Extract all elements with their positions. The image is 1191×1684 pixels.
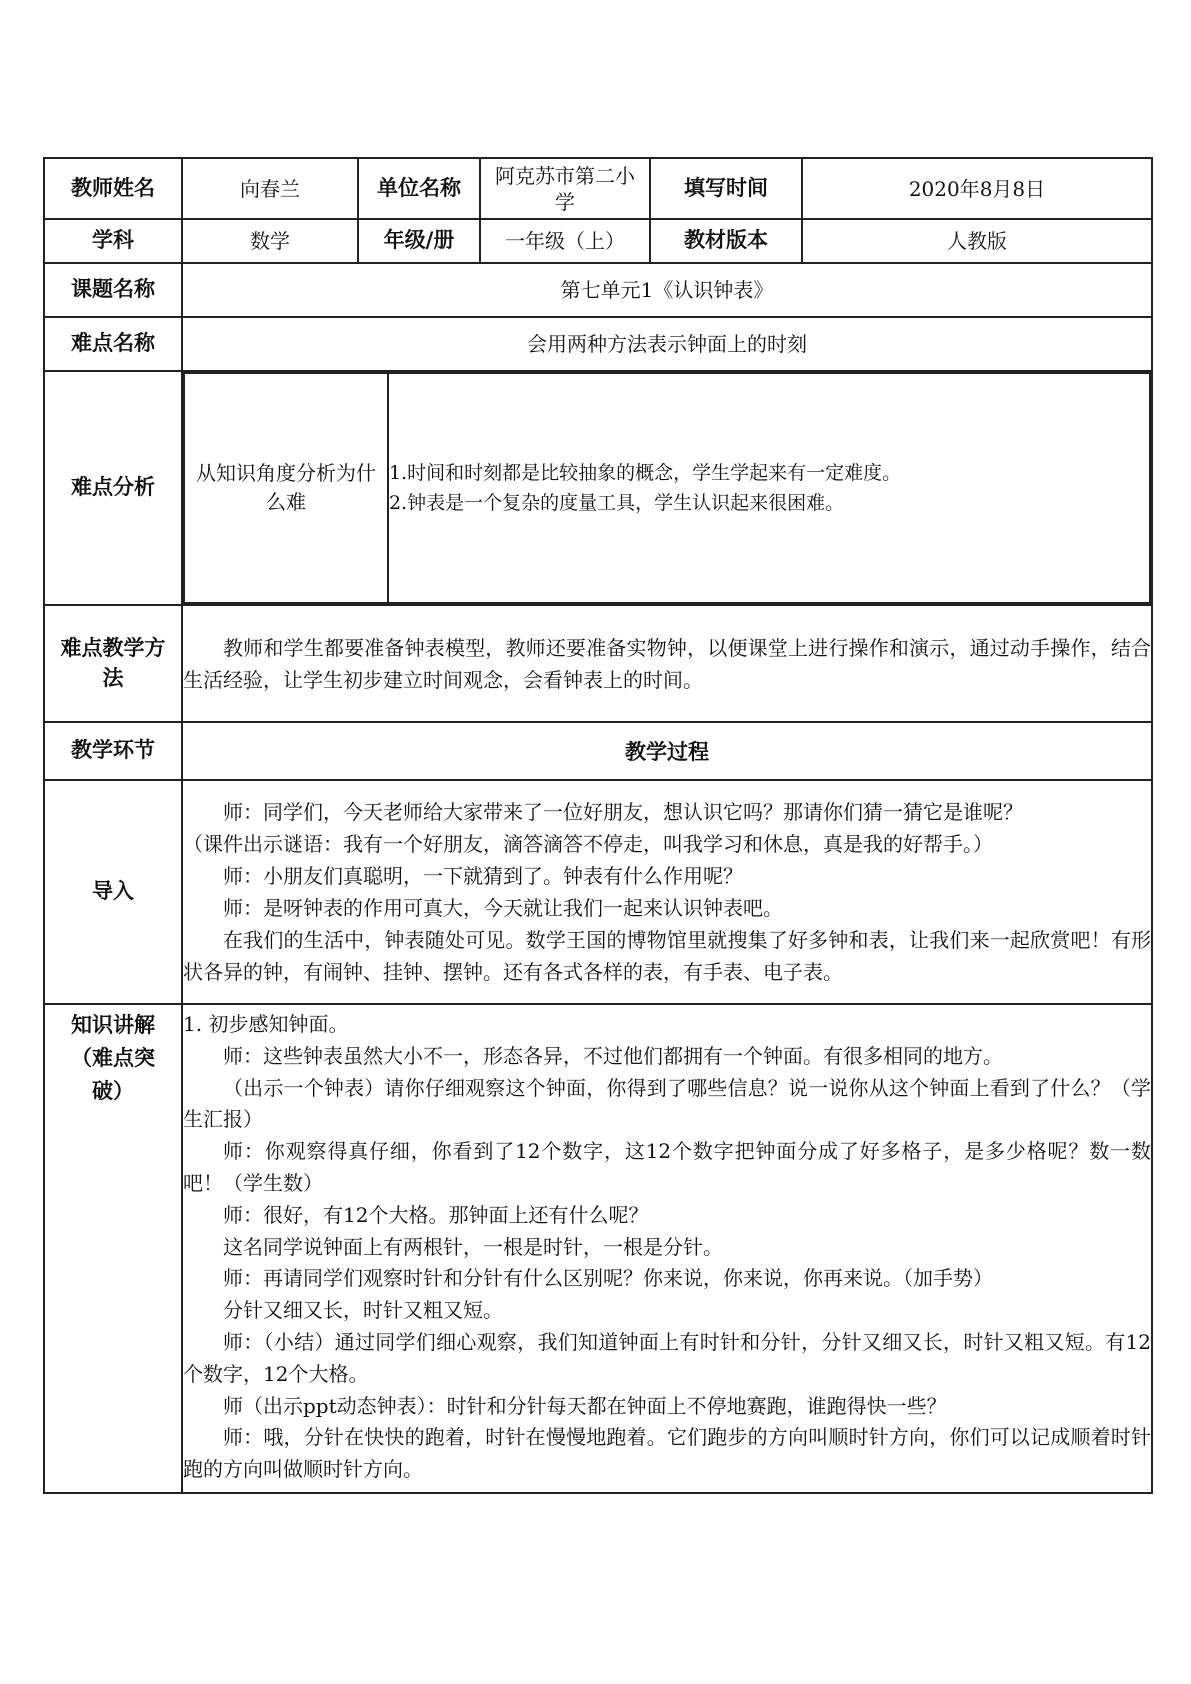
analysis-point: 1.时间和时刻都是比较抽象的概念，学生学起来有一定难度。 (389, 462, 902, 484)
topic-row (44, 263, 1152, 317)
fill-date-value: 2020年8月8日 (802, 158, 1152, 219)
analysis-sub-label: 从知识角度分析为什么难 (184, 373, 388, 603)
analysis-label: 难点分析 (44, 371, 182, 605)
intro-paragraph: （课件出示谜语：我有一个好朋友，滴答滴答不停走，叫我学习和休息，真是我的好帮手。） (183, 832, 993, 856)
knowledge-label: 知识讲解（难点突破） (44, 1004, 182, 1493)
method-row (44, 605, 1152, 722)
teacher-name-value: 向春兰 (182, 158, 358, 219)
knowledge-paragraph: 师：这些钟表虽然大小不一，形态各异，不过他们都拥有一个钟面。有很多相同的地方。 (223, 1043, 1003, 1068)
knowledge-paragraph: 1. 初步感知钟面。 (183, 1012, 349, 1036)
subject-value: 数学 (182, 219, 358, 263)
lesson-plan-table (43, 157, 1153, 1494)
edition-label: 教材版本 (650, 219, 802, 263)
analysis-points (388, 373, 1150, 603)
method-text: 教师和学生都要准备钟表模型，教师还要准备实物钟，以便课堂上进行操作和演示，通过动手操作，结合生活经验，让学生初步建立时间观念，会看钟表上的时间。 (183, 635, 1151, 692)
analysis-row (44, 371, 1152, 605)
knowledge-paragraph: 这名同学说钟面上有两根针，一根是时针，一根是分针。 (223, 1234, 723, 1259)
grade-label: 年级/册 (358, 219, 480, 263)
intro-content (182, 780, 1152, 1004)
process-header-row (44, 722, 1152, 780)
analysis-inner-table (183, 372, 1151, 604)
fill-date-label: 填写时间 (650, 158, 802, 219)
knowledge-paragraph: 师：（小结）通过同学们细心观察，我们知道钟面上有时针和分针，分针又细又长，时针又粗又短。有12个数字，12个大格。 (183, 1329, 1151, 1386)
intro-paragraph: 师：小朋友们真聪明，一下就猜到了。钟表有什么作用呢？ (223, 864, 743, 888)
intro-row (44, 780, 1152, 1004)
knowledge-paragraph: 分针又细又长，时针又粗又短。 (223, 1298, 503, 1323)
method-content (182, 605, 1152, 722)
knowledge-content (182, 1004, 1152, 1493)
knowledge-paragraph: 师：哦，分针在快快的跑着，时针在慢慢地跑着。它们跑步的方向叫顺时针方向，你们可以记成顺着时针跑的方向叫做顺时针方向。 (183, 1425, 1151, 1482)
intro-label: 导入 (44, 780, 182, 1004)
unit-name-value: 阿克苏市第二小学 (480, 158, 650, 219)
method-label: 难点教学方法 (44, 605, 182, 722)
knowledge-paragraph: 师：你观察得真仔细，你看到了12个数字，这12个数字把钟面分成了好多格子，是多少格呢？数一数吧！（学生数） (183, 1139, 1151, 1195)
difficulty-row (44, 317, 1152, 371)
knowledge-row (44, 1004, 1152, 1493)
knowledge-paragraph: （出示一个钟表）请你仔细观察这个钟面，你得到了哪些信息？说一说你从这个钟面上看到了什么？（学生汇报） (183, 1075, 1151, 1132)
edition-value: 人教版 (802, 219, 1152, 263)
difficulty-value: 会用两种方法表示钟面上的时刻 (182, 317, 1152, 371)
analysis-point: 2.钟表是一个复杂的度量工具，学生认识起来很困难。 (389, 492, 845, 514)
grade-value: 一年级（上） (480, 219, 650, 263)
header-row-2 (44, 219, 1152, 263)
topic-value: 第七单元1《认识钟表》 (182, 263, 1152, 317)
knowledge-paragraph: 师（出示ppt动态钟表）：时针和分针每天都在钟面上不停地赛跑，谁跑得快一些？ (223, 1393, 947, 1418)
analysis-content (182, 371, 1152, 605)
knowledge-paragraph: 师：再请同学们观察时针和分针有什么区别呢？你来说，你来说，你再来说。（加手势） (223, 1266, 993, 1291)
intro-paragraph: 师：同学们，今天老师给大家带来了一位好朋友，想认识它吗？那请你们猜一猜它是谁呢？ (223, 800, 1023, 824)
intro-paragraph: 师：是呀钟表的作用可真大，今天就让我们一起来认识钟表吧。 (223, 896, 783, 920)
teacher-name-label: 教师姓名 (44, 158, 182, 219)
unit-name-label: 单位名称 (358, 158, 480, 219)
subject-label: 学科 (44, 219, 182, 263)
intro-paragraph: 在我们的生活中，钟表随处可见。数学王国的博物馆里就搜集了好多钟和表，让我们来一起欣赏吧！有形状各异的钟，有闹钟、挂钟、摆钟。还有各式各样的表，有手表、电子表。 (183, 928, 1151, 984)
header-row-1 (44, 158, 1152, 219)
difficulty-label: 难点名称 (44, 317, 182, 371)
process-heading: 教学过程 (182, 722, 1152, 780)
knowledge-paragraph: 师：很好，有12个大格。那钟面上还有什么呢？ (223, 1202, 649, 1227)
process-stage-label: 教学环节 (44, 722, 182, 780)
topic-label: 课题名称 (44, 263, 182, 317)
